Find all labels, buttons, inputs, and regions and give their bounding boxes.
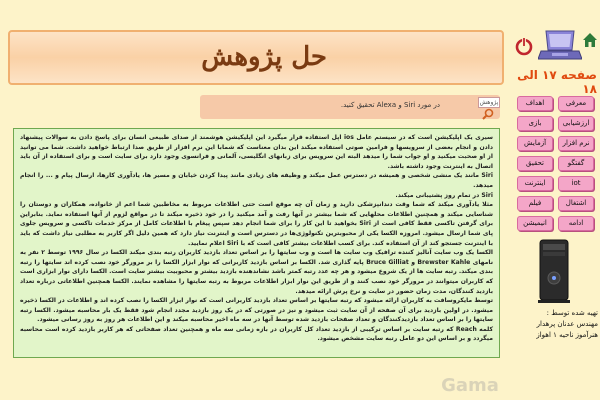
content-paragraph: سیری یک اپلیکیشن است که در سیستم عامل ios اپل استفاده قرار میگیرد این اپلیکیشن هوشمند از صدای طبیعی انسان برای پاسخ دادن به سوالات پیشنهاد دادن و انجام بعضی از سرویسها و فرامین صوتی استفاده میکند این بدان معناست که شمابا این نرم افزار از طریق صدا ارتباط خواهید داشت. شما می توانید از او صحبت میکنید و او جواب شما را میدهد البته این سرویس برای زبانهای انگلیسی، آلمانی و فرانسوی وجود دارد برای سایت است و برای استفاده از آن باید اتصال به اینترنت وجود داشته باشد. <box>20 134 493 170</box>
content-paragraph: کلمه Reach که رتبه سایت بر اساس ترکیبی از بازدید تعداد کل کاربران در بازه زمانی سه ماه و همچنین تعداد صفحاتی که هر کاربر بازدید کرده است محاسبه میگردد و بر اساس این دو عامل رتبه سایت مشخص میشود. <box>20 325 493 343</box>
author-line: مهندس عدنان پرهدار <box>536 320 598 328</box>
page-number-label: صفحه ۱۷ الی ۱۸ <box>517 68 597 96</box>
author-credit <box>512 308 598 341</box>
svg-text:Gama: Gama <box>441 375 499 395</box>
page-title: حل پژوهش <box>201 42 327 72</box>
author-line: تهیه شده توسط : <box>546 309 598 317</box>
content-paragraph: مثلا یادآوری میکند که شما وقت دندانپزشکی دارید و زمان آن چه موقع است حتی اطلاعات مربوط به مخاطبین شما اعم از خانواده، همکاران و دوستان را شناسایی میکند و همچنین اطلاعات محلهایی که شما بیشتر در آنها رفت و آمد میکنید را در خود ذخیره میکند تا در مواقع لزوم از آنها استفاده نماید. بنابراین برای گرفتن تاکسی فقط کافی است از Siri بخواهید تا این کار را برای شما انجام دهد سپس پیغام با اطلاعات کامل از مرکز خدمات تاکسی و سرویس جلوی پای شما ارسال میشود. امروزه الکسا یکی از محبوبترین تکنولوژی‌ها در دسترس است و اینترنت نیاز دارد که همین دلیل اگر کاربر به مطلبی نیاز داشت که باید با اینترنت جستجو کند از آن استفاده کند. برای کسب اطلاعات بیشتر کافی است که با Siri اعلام نمایید. <box>20 201 493 247</box>
nav-button-intro[interactable]: معرفی <box>558 96 594 111</box>
answer-content <box>13 128 500 358</box>
nav-button-research[interactable]: تحقیق <box>517 156 553 171</box>
content-paragraph: الکسا یک وب سایت آنالیز کننده ترافیک وب سایت ها است و وب سایتها را بر اساس تعداد بازدید کاربران رتبه بندی میکند الکسا در سال ۱۹۹۶ توسط ۲ نفر به نامهای Brewster Kahle و Bruce Gilliat پایه گذاری شد. الکسا بر اساس بازدید کاربرانی که نوار ابزار الکسا را بر مرورگر خود نصب کرده اند سایتها را رتبه بندی میکند. رتبه سایت ها از یک شروع میشود و هر چه عدد رتبه کمتر باشد نشاندهنده بازدید بیشتر و محبوبیت بیشتر سایت است. الکسا دارای نوار ابزاری است که کاربران میتوانند در مرورگر خود نصب کنند و از طریق این نوار ابزار اطلاعات مربوط به رتبه سایتها را مشاهده نمایند. الکسا همچنین اطلاعاتی درباره تعداد بازدید کنندگان، مدت زمان حضور در سایت و نرخ پرش ارائه میدهد. <box>20 249 493 295</box>
home-icon[interactable] <box>582 32 598 48</box>
content-paragraph: Siri مانند یک منشی شخصی و همیشه در دسترس عمل میکند و وظیفه های زیادی مانند پیدا کردن خیابان و مسیر ها، یادآوری کارها، ارسال پیام و ... را انجام میدهد. <box>20 172 493 189</box>
question-text: در مورد Siri و Alexa تحقیق کنید. <box>340 101 440 109</box>
nav-button-animation[interactable]: انیمیشن <box>517 216 553 231</box>
nav-button-experiment[interactable]: آزمایش <box>517 136 553 151</box>
search-icon[interactable] <box>482 108 494 120</box>
nav-button-talk[interactable]: گفتگو <box>558 156 594 171</box>
nav-button-assess[interactable]: ارزشیابی <box>558 116 594 131</box>
nav-button-software[interactable]: نرم افزار <box>558 136 594 151</box>
author-line: هنرآموز ناحیه ۱ اهواز <box>536 331 598 339</box>
header-banner <box>8 30 504 85</box>
pc-tower-icon <box>534 238 574 304</box>
power-icon[interactable] <box>514 36 534 56</box>
nav-button-continue[interactable]: ادامه <box>558 216 594 231</box>
nav-button-jobs[interactable]: اشتغال <box>558 196 594 211</box>
nav-button-film[interactable]: فیلم <box>517 196 553 211</box>
content-paragraph: Siri در تمام روز پشتیبانی میکند. <box>395 191 493 199</box>
laptop-icon <box>538 28 582 64</box>
nav-button-iot[interactable]: iot <box>558 176 594 191</box>
gama-watermark <box>435 373 505 395</box>
research-tab-button[interactable]: پژوهش <box>479 99 499 106</box>
question-box <box>200 95 500 119</box>
nav-button-goals[interactable]: اهداف <box>517 96 553 111</box>
nav-button-game[interactable]: بازی <box>517 116 553 131</box>
content-paragraph: توسط مایکروسافت به کاربران ارائه میشود که رتبه سایتها بر اساس تعداد بازدید کاربرانی است که نوار ابزار الکسا را نصب کرده اند و اطلاعات در الکسا ذخیره میشود. در اولین بازدید برای آن صفحه از آن سایت ثبت میشود و نیز در صورتی که در یک روز بازدید مجدد انجام شود فقط یک بار محاسبه میشود. الکسا رتبه سایتها را بر اساس تعداد بازدیدکنندگان و تعداد صفحات بازدید شده توسط آنها در سه ماه اخیر محاسبه میکند و این اطلاعات هر روز به روز رسانی میشود. <box>20 297 493 324</box>
nav-button-internet[interactable]: اینترنت <box>517 176 553 191</box>
